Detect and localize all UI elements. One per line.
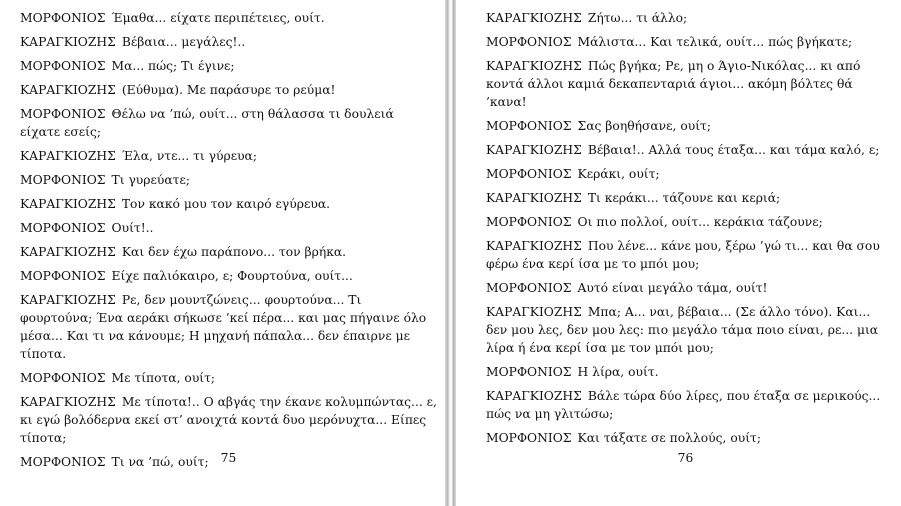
dialogue-text: Πώς βγήκα; Ρε, μη ο Άγιο-Νικόλας... κι από κοντά άλλοι καμιά δεκαπενταριά άγιοι... ακόμη βόλτες θά ’κανα!	[486, 59, 861, 109]
speaker-name: ΚΑΡΑΓΚΙΟΖΗΣ	[20, 197, 116, 211]
dialogue-line	[486, 189, 893, 207]
dialogue-text: Βέβαια... μεγάλες!..	[121, 35, 246, 49]
page-76	[456, 0, 901, 506]
dialogue-line	[20, 393, 437, 447]
dialogue-text: Που λένε... κάνε μου, ξέρω ’γώ τι... και θα σου φέρω ένα κερί ίσα με το μπόι μου;	[486, 239, 880, 271]
dialogue-text: Με τίποτα, ουίτ;	[111, 371, 216, 385]
speaker-name: ΚΑΡΑΓΚΙΟΖΗΣ	[486, 59, 582, 73]
dialogue-line	[20, 81, 437, 99]
speaker-name: ΜΟΡΦΟΝΙΟΣ	[20, 221, 106, 235]
speaker-name: ΜΟΡΦΟΝΙΟΣ	[20, 173, 106, 187]
speaker-name: ΚΑΡΑΓΚΙΟΖΗΣ	[486, 239, 582, 253]
dialogue-text: Ζήτω... τι άλλο;	[587, 11, 688, 25]
dialogue-line	[486, 429, 893, 447]
dialogue-line	[486, 141, 893, 159]
dialogue-text: Είχε παλιόκαιρο, ε; Φουρτούνα, ουίτ...	[111, 269, 353, 283]
dialogue-text: Ρε, δεν μουντζώνεις... φουρτούνα... Τι φουρτούνα; Ένα αεράκι σήκωσε ’κεί πέρα... και μας πήγαινε όλο μέσα... Και τι να κάνουμε; Η μηχανή πάπαλα... δεν έπαιρνε με τίποτα.	[20, 293, 427, 361]
dialogue-text: Τι γυρεύατε;	[111, 173, 190, 187]
dialogue-text: Βέβαια!.. Αλλά τους έταξα... και τάμα καλό, ε;	[587, 143, 880, 157]
dialogue-text: (Εύθυμα). Με παράσυρε το ρεύμα!	[121, 83, 336, 97]
dialogue-line	[20, 369, 437, 387]
dialogue-line	[20, 243, 437, 261]
dialogue-text: Η λίρα, ουίτ.	[577, 365, 659, 379]
page-75	[0, 0, 445, 506]
speaker-name: ΜΟΡΦΟΝΙΟΣ	[20, 269, 106, 283]
speaker-name: ΚΑΡΑΓΚΙΟΖΗΣ	[486, 191, 582, 205]
dialogue-text: Τον κακό μου τον καιρό εγύρευα.	[121, 197, 331, 211]
dialogue-line	[486, 33, 893, 51]
dialogue-text: Σας βοηθήσανε, ουίτ;	[577, 119, 711, 133]
dialogue-text: Θέλω να ’πώ, ουίτ... στη θάλασσα τι δουλειά είχατε εσείς;	[20, 107, 394, 139]
speaker-name: ΜΟΡΦΟΝΙΟΣ	[20, 59, 106, 73]
dialogue-line	[20, 219, 437, 237]
dialogue-line	[486, 363, 893, 381]
page-76-text	[486, 9, 893, 447]
speaker-name: ΜΟΡΦΟΝΙΟΣ	[486, 215, 572, 229]
dialogue-line	[486, 9, 893, 27]
speaker-name: ΚΑΡΑΓΚΙΟΖΗΣ	[20, 245, 116, 259]
speaker-name: ΜΟΡΦΟΝΙΟΣ	[20, 371, 106, 385]
speaker-name: ΜΟΡΦΟΝΙΟΣ	[20, 107, 106, 121]
dialogue-line	[486, 279, 893, 297]
dialogue-line	[486, 387, 893, 423]
dialogue-text: Μπα; Α... ναι, βέβαια... (Σε άλλο τόνο). Και... δεν μου λες, δεν μου λες: πιο μεγάλο τάμα ποιο είναι, ρε... μια λίρα ή ένα κερί ίσα με τον μπόι μου;	[486, 305, 879, 355]
speaker-name: ΜΟΡΦΟΝΙΟΣ	[486, 35, 572, 49]
speaker-name: ΜΟΡΦΟΝΙΟΣ	[486, 119, 572, 133]
dialogue-line	[20, 195, 437, 213]
dialogue-line	[486, 237, 893, 273]
speaker-name: ΜΟΡΦΟΝΙΟΣ	[20, 455, 106, 469]
speaker-name: ΚΑΡΑΓΚΙΟΖΗΣ	[486, 11, 582, 25]
speaker-name: ΜΟΡΦΟΝΙΟΣ	[486, 431, 572, 445]
speaker-name: ΚΑΡΑΓΚΙΟΖΗΣ	[486, 143, 582, 157]
dialogue-text: Έλα, ντε... τι γύρευα;	[121, 149, 257, 163]
dialogue-text: Και τάξατε σε πολλούς, ουίτ;	[577, 431, 761, 445]
dialogue-text: Με τίποτα!.. Ο αβγάς την έκανε κολυμπώντας... ε, κι εγώ βολόδερνα εκεί στ’ ανοιχτά κοντά δυο μερόνυχτα... Είπες τίποτα;	[20, 395, 437, 445]
speaker-name: ΜΟΡΦΟΝΙΟΣ	[486, 167, 572, 181]
dialogue-line	[20, 147, 437, 165]
speaker-name: ΜΟΡΦΟΝΙΟΣ	[486, 365, 572, 379]
dialogue-text: Τι να ’πώ, ουίτ;	[111, 455, 209, 469]
dialogue-text: Κεράκι, ουίτ;	[577, 167, 660, 181]
dialogue-line	[20, 105, 437, 141]
speaker-name: ΚΑΡΑΓΚΙΟΖΗΣ	[20, 83, 116, 97]
dialogue-text: Μα... πώς; Τι έγινε;	[111, 59, 235, 73]
dialogue-line	[20, 291, 437, 363]
page-75-text	[20, 9, 437, 471]
speaker-name: ΚΑΡΑΓΚΙΟΖΗΣ	[486, 305, 582, 319]
speaker-name: ΜΟΡΦΟΝΙΟΣ	[486, 281, 572, 295]
dialogue-text: Αυτό είναι μεγάλο τάμα, ουίτ!	[577, 281, 768, 295]
dialogue-text: Βάλε τώρα δύο λίρες, που έταξα σε μερικούς... πώς να μη γλιτώσω;	[486, 389, 881, 421]
dialogue-line	[486, 165, 893, 183]
dialogue-line	[20, 33, 437, 51]
dialogue-text: Και δεν έχω παράπονο... τον βρήκα.	[121, 245, 347, 259]
dialogue-text: Ουίτ!..	[111, 221, 154, 235]
speaker-name: ΚΑΡΑΓΚΙΟΖΗΣ	[20, 395, 116, 409]
page-number: 76	[677, 451, 694, 465]
speaker-name: ΜΟΡΦΟΝΙΟΣ	[20, 11, 106, 25]
speaker-name: ΚΑΡΑΓΚΙΟΖΗΣ	[486, 389, 582, 403]
dialogue-text: Μάλιστα... Και τελικά, ουίτ... πώς βγήκατε;	[577, 35, 853, 49]
speaker-name: ΚΑΡΑΓΚΙΟΖΗΣ	[20, 149, 116, 163]
dialogue-line	[20, 267, 437, 285]
dialogue-line	[20, 171, 437, 189]
dialogue-line	[20, 57, 437, 75]
dialogue-line	[486, 57, 893, 111]
dialogue-line	[486, 303, 893, 357]
dialogue-line	[486, 213, 893, 231]
page-gutter	[445, 0, 456, 506]
dialogue-line	[20, 9, 437, 27]
page-number: 75	[220, 451, 237, 465]
speaker-name: ΚΑΡΑΓΚΙΟΖΗΣ	[20, 293, 116, 307]
dialogue-text: Οι πιο πολλοί, ουίτ... κεράκια τάζουνε;	[577, 215, 823, 229]
speaker-name: ΚΑΡΑΓΚΙΟΖΗΣ	[20, 35, 116, 49]
dialogue-text: Έμαθα... είχατε περιπέτειες, ουίτ.	[111, 11, 325, 25]
dialogue-line	[486, 117, 893, 135]
dialogue-text: Τι κεράκι... τάζουνε και κεριά;	[587, 191, 781, 205]
